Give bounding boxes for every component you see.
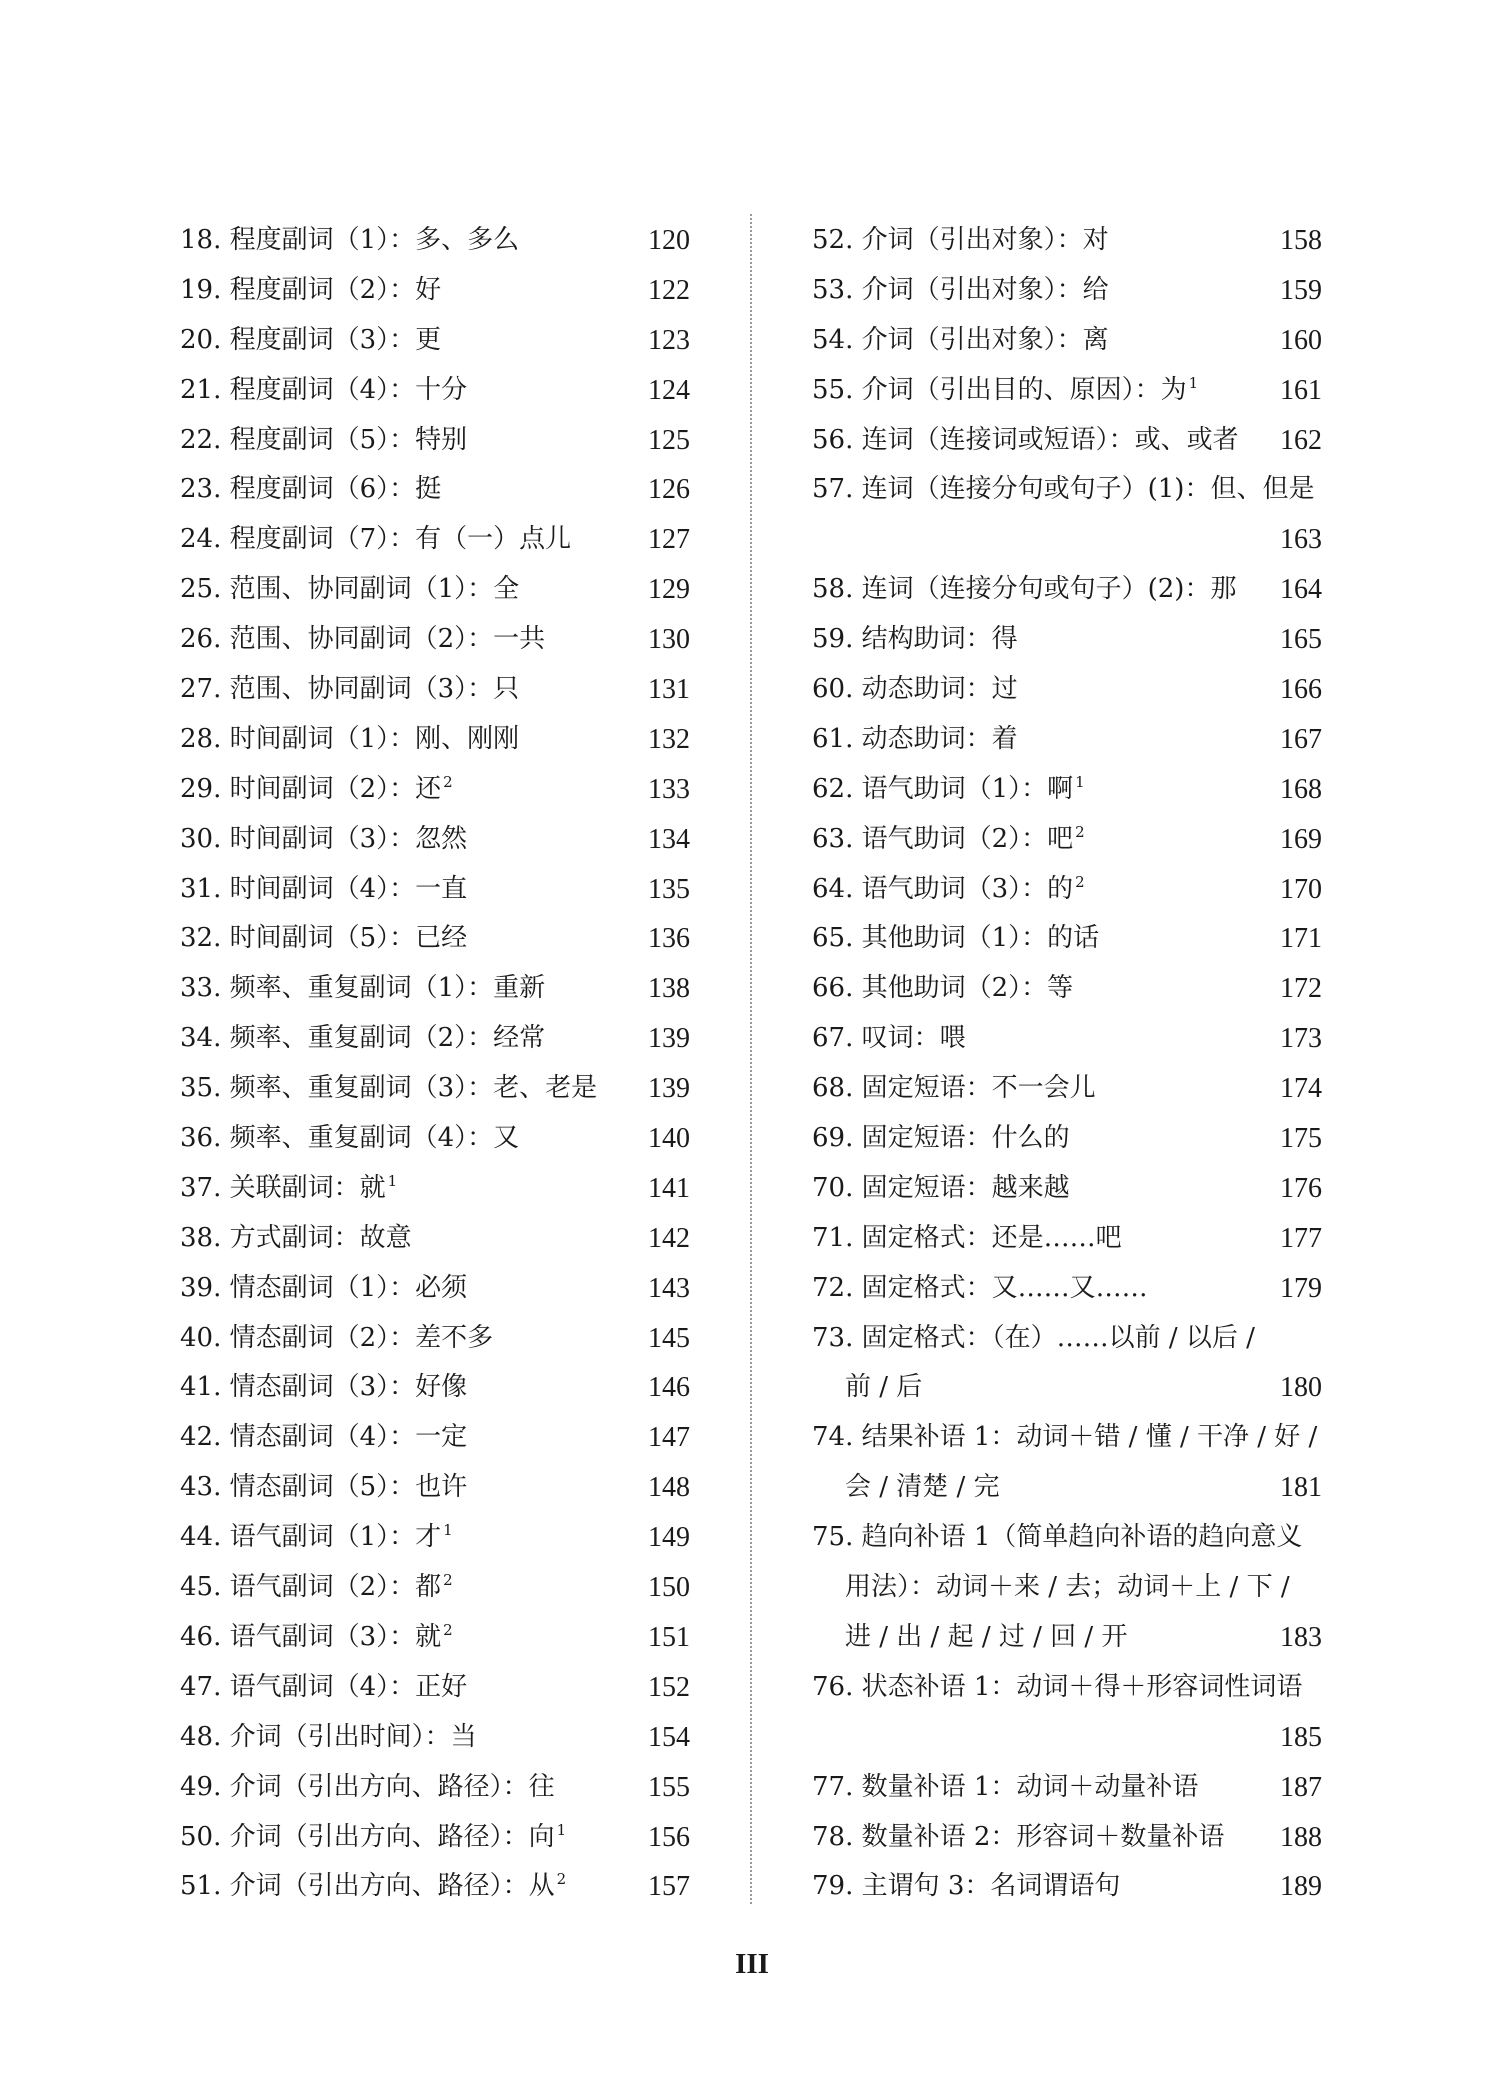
toc-entry-title: 50. 介词（引出方向、路径）：向 $^1$: [180, 1820, 567, 1852]
toc-entry-title: 51. 介词（引出方向、路径）：从 $^2$: [180, 1870, 567, 1902]
toc-entry: [180, 615, 690, 665]
toc-entry-title: 45. 语气副词（2）：都 $^2$: [180, 1571, 453, 1603]
toc-entry: [180, 815, 690, 865]
toc-entry-page: 124: [648, 374, 690, 406]
toc-entry: [180, 366, 690, 416]
superscript: 2: [1075, 872, 1085, 891]
toc-entry-page: 159: [1280, 274, 1322, 306]
toc-entry: [180, 1563, 690, 1613]
toc-entry-page: 129: [648, 574, 690, 606]
toc-entry-page: 156: [648, 1821, 690, 1853]
toc-entry: [180, 465, 690, 515]
toc-entry: [180, 266, 690, 316]
toc-entry-title: 49. 介词（引出方向、路径）：往: [180, 1771, 555, 1802]
toc-entry-page: 123: [648, 324, 690, 356]
toc-entry-title: 65. 其他助词（1）：的话: [812, 923, 1100, 954]
toc-entry-page: 148: [648, 1472, 690, 1504]
toc-entry: [180, 865, 690, 915]
toc-entry-title: 35. 频率、重复副词（3）：老、老是: [180, 1073, 598, 1104]
toc-entry-title: 前 / 后: [845, 1372, 923, 1403]
toc-entry-title: 61. 动态助词：着: [812, 723, 1018, 754]
toc-entry-title: 25. 范围、协同副词（1）：全: [180, 574, 520, 605]
toc-entry: [812, 865, 1322, 915]
toc-entry-title: 59. 结构助词：得: [812, 624, 1018, 655]
superscript: 2: [1075, 822, 1085, 841]
toc-entry: [812, 765, 1322, 815]
toc-entry: [180, 665, 690, 715]
toc-entry-title: 43. 情态副词（5）：也许: [180, 1472, 468, 1503]
toc-entry: [180, 1314, 690, 1364]
toc-entry-page: 138: [648, 973, 690, 1005]
toc-entry: [812, 914, 1322, 964]
toc-entry: [180, 216, 690, 266]
toc-entry-page: 168: [1280, 773, 1322, 805]
toc-entry: [180, 1613, 690, 1663]
toc-entry-page: 139: [648, 1073, 690, 1105]
toc-entry: [180, 1064, 690, 1114]
toc-entry-page: 158: [1280, 225, 1322, 256]
toc-entry-title: 71. 固定格式：还是……吧: [812, 1222, 1122, 1253]
toc-entry-title: 78. 数量补语 2：形容词＋数量补语: [812, 1821, 1225, 1852]
toc-entry-page: 133: [648, 773, 690, 805]
toc-entry: [180, 1663, 690, 1713]
toc-entry-title: 39. 情态副词（1）：必须: [180, 1272, 468, 1303]
toc-entry: [812, 366, 1322, 416]
toc-entry-page: 145: [648, 1322, 690, 1354]
toc-entry: [812, 1713, 1322, 1763]
toc-entry-title: 28. 时间副词（1）：刚、刚刚: [180, 723, 520, 754]
toc-entry-page: 177: [1280, 1222, 1322, 1254]
toc-entry-page: 142: [648, 1222, 690, 1254]
toc-entry-title: 27. 范围、协同副词（3）：只: [180, 674, 520, 705]
toc-entry-title: 31. 时间副词（4）：一直: [180, 873, 468, 904]
toc-entry-page: 179: [1280, 1272, 1322, 1304]
toc-entry-page: 164: [1280, 574, 1322, 606]
toc-entry: [812, 715, 1322, 765]
toc-entry: [812, 1862, 1322, 1912]
toc-entry-title: 75. 趋向补语 1（简单趋向补语的趋向意义: [812, 1522, 1303, 1553]
toc-entry: [812, 1164, 1322, 1214]
toc-entry: [180, 715, 690, 765]
toc-entry: [812, 1463, 1322, 1513]
toc-entry: [812, 1563, 1322, 1613]
toc-entry: [812, 1264, 1322, 1314]
toc-entry-title: 40. 情态副词（2）：差不多: [180, 1322, 494, 1353]
toc-entry-title: 26. 范围、协同副词（2）：一共: [180, 624, 546, 655]
toc-entry-page: 136: [648, 923, 690, 955]
toc-entry-page: 169: [1280, 823, 1322, 855]
toc-entry-page: 172: [1280, 973, 1322, 1005]
toc-entry: [812, 316, 1322, 366]
toc-entry-page: 141: [648, 1172, 690, 1204]
superscript: 1: [1188, 373, 1199, 392]
toc-entry-page: 135: [648, 873, 690, 905]
toc-entry-title: 67. 叹词：喂: [812, 1023, 966, 1054]
toc-entry: [180, 1114, 690, 1164]
toc-entry-title: 24. 程度副词（7）：有（一）点儿: [180, 524, 572, 555]
toc-entry-page: 161: [1280, 374, 1322, 406]
toc-entry-title: 62. 语气助词（1）：啊 $^1$: [812, 772, 1085, 804]
toc-entry: [812, 815, 1322, 865]
toc-entry: [812, 615, 1322, 665]
toc-entry: [812, 1513, 1322, 1563]
toc-entry: [812, 216, 1322, 266]
toc-entry: [180, 565, 690, 615]
toc-entry-page: 150: [648, 1572, 690, 1604]
toc-entry: [812, 1813, 1322, 1863]
toc-entry-page: 183: [1280, 1621, 1322, 1653]
toc-entry-title: 52. 介词（引出对象）：对: [812, 225, 1109, 255]
toc-entry: [812, 416, 1322, 466]
toc-entry-title: 37. 关联副词：就 $^1$: [180, 1171, 398, 1203]
toc-entry-title: 会 / 清楚 / 完: [845, 1472, 1000, 1503]
superscript: 1: [443, 1521, 453, 1540]
toc-entry-title: 68. 固定短语：不一会儿: [812, 1073, 1096, 1104]
toc-entry: [180, 416, 690, 466]
toc-entry-page: 175: [1280, 1123, 1322, 1155]
toc-entry-page: 125: [648, 424, 690, 456]
toc-entry-title: 21. 程度副词（4）：十分: [180, 374, 468, 405]
toc-entry-page: 120: [648, 225, 690, 256]
toc-entry-title: 30. 时间副词（3）：忽然: [180, 823, 468, 854]
toc-entry-title: 34. 频率、重复副词（2）：经常: [180, 1023, 546, 1054]
page-number: III: [735, 1948, 769, 1980]
toc-entry-page: 188: [1280, 1821, 1322, 1853]
toc-entry-page: 146: [648, 1372, 690, 1404]
toc-entry-title: 22. 程度副词（5）：特别: [180, 424, 468, 455]
toc-entry-page: 140: [648, 1123, 690, 1155]
toc-right-column: [812, 216, 1322, 1912]
toc-entry-page: 162: [1280, 424, 1322, 456]
toc-entry-page: 131: [648, 674, 690, 706]
toc-entry: [812, 565, 1322, 615]
toc-entry-title: 64. 语气助词（3）：的 $^2$: [812, 872, 1085, 904]
toc-entry-page: 155: [648, 1771, 690, 1803]
toc-entry: [180, 316, 690, 366]
toc-entry-page: 187: [1280, 1771, 1322, 1803]
toc-entry-title: 42. 情态副词（4）：一定: [180, 1422, 468, 1453]
toc-entry: [180, 1513, 690, 1563]
toc-entry-page: 189: [1280, 1871, 1322, 1903]
toc-entry-title: 60. 动态助词：过: [812, 674, 1018, 705]
superscript: 1: [387, 1171, 398, 1190]
toc-entry: [180, 515, 690, 565]
toc-entry-title: 66. 其他助词（2）：等: [812, 973, 1074, 1004]
toc-entry-page: 154: [648, 1721, 690, 1753]
toc-entry-title: 74. 结果补语 1：动词＋错 / 懂 / 干净 / 好 /: [812, 1422, 1318, 1453]
toc-entry: [180, 1813, 690, 1863]
toc-entry-page: 181: [1280, 1472, 1322, 1504]
toc-entry-page: 127: [648, 524, 690, 556]
toc-entry-title: 47. 语气副词（4）：正好: [180, 1671, 468, 1702]
toc-entry-title: 77. 数量补语 1：动词＋动量补语: [812, 1771, 1199, 1802]
toc-entry-page: 122: [648, 274, 690, 306]
toc-entry: [180, 1862, 690, 1912]
toc-entry-page: 160: [1280, 324, 1322, 356]
toc-entry-page: 132: [648, 723, 690, 755]
toc-entry-title: 41. 情态副词（3）：好像: [180, 1372, 468, 1403]
toc-entry-title: 29. 时间副词（2）：还 $^2$: [180, 772, 453, 804]
toc-entry-page: 149: [648, 1522, 690, 1554]
toc-entry-page: 151: [648, 1621, 690, 1653]
toc-entry-title: 70. 固定短语：越来越: [812, 1172, 1070, 1203]
toc-entry: [812, 1413, 1322, 1463]
toc-entry-title: 79. 主谓句 3：名词谓语句: [812, 1871, 1121, 1902]
toc-entry-title: 32. 时间副词（5）：已经: [180, 923, 468, 954]
superscript: 1: [1075, 772, 1085, 791]
toc-entry-title: 57. 连词（连接分句或句子）(1)：但、但是: [812, 474, 1315, 505]
toc-entry: [812, 1763, 1322, 1813]
toc-entry-title: 18. 程度副词（1）：多、多么: [180, 225, 520, 255]
toc-entry: [180, 1214, 690, 1264]
toc-entry: [180, 765, 690, 815]
toc-entry-title: 进 / 出 / 起 / 过 / 回 / 开: [845, 1621, 1128, 1652]
toc-entry: [812, 1363, 1322, 1413]
toc-entry-title: 48. 介词（引出时间）：当: [180, 1721, 477, 1752]
toc-entry-page: 185: [1280, 1721, 1322, 1753]
toc-entry: [812, 1663, 1322, 1713]
toc-entry-page: 166: [1280, 674, 1322, 706]
toc-entry-page: 176: [1280, 1172, 1322, 1204]
toc-entry: [812, 1214, 1322, 1264]
toc-entry: [180, 1363, 690, 1413]
toc-entry-title: 58. 连词（连接分句或句子）(2)：那: [812, 574, 1237, 605]
toc-entry: [812, 1114, 1322, 1164]
toc-entry: [180, 1713, 690, 1763]
toc-entry-title: 53. 介词（引出对象）：给: [812, 274, 1109, 305]
toc-entry-title: 用法）：动词＋来 / 去；动词＋上 / 下 /: [845, 1572, 1290, 1603]
toc-entry-page: 126: [648, 474, 690, 506]
toc-entry: [180, 1164, 690, 1214]
toc-entry-page: 143: [648, 1272, 690, 1304]
toc-entry-page: 173: [1280, 1023, 1322, 1055]
toc-entry-title: 20. 程度副词（3）：更: [180, 324, 442, 355]
toc-entry-page: 157: [648, 1871, 690, 1903]
toc-entry-title: 44. 语气副词（1）：才 $^1$: [180, 1521, 453, 1553]
toc-entry: [812, 1064, 1322, 1114]
toc-entry-title: 23. 程度副词（6）：挺: [180, 474, 442, 505]
toc-entry-title: 33. 频率、重复副词（1）：重新: [180, 973, 546, 1004]
toc-entry-title: 72. 固定格式：又……又……: [812, 1272, 1148, 1303]
toc-entry-page: 134: [648, 823, 690, 855]
column-divider: [750, 214, 752, 1904]
toc-entry-page: 130: [648, 624, 690, 656]
toc-entry-title: 56. 连词（连接词或短语）：或、或者: [812, 424, 1239, 455]
toc-entry-title: 69. 固定短语：什么的: [812, 1123, 1070, 1154]
toc-entry-page: 180: [1280, 1372, 1322, 1404]
toc-entry-title: 76. 状态补语 1：动词＋得＋形容词性词语: [812, 1671, 1303, 1702]
toc-entry: [180, 1763, 690, 1813]
toc-entry: [180, 1014, 690, 1064]
toc-entry: [812, 1014, 1322, 1064]
toc-left-column: [180, 216, 690, 1912]
superscript: 1: [556, 1820, 567, 1839]
toc-entry: [812, 665, 1322, 715]
toc-entry-title: 36. 频率、重复副词（4）：又: [180, 1123, 520, 1154]
toc-entry-page: 174: [1280, 1073, 1322, 1105]
superscript: 2: [443, 1620, 453, 1639]
toc-entry: [180, 1463, 690, 1513]
toc-entry: [180, 964, 690, 1014]
toc-entry-page: 167: [1280, 723, 1322, 755]
toc-entry-title: 19. 程度副词（2）：好: [180, 274, 442, 305]
toc-entry-page: 163: [1280, 524, 1322, 556]
toc-entry-page: 147: [648, 1422, 690, 1454]
toc-entry: [812, 515, 1322, 565]
toc-entry-title: 55. 介词（引出目的、原因）：为 $^1$: [812, 373, 1199, 405]
toc-entry-title: 46. 语气副词（3）：就 $^2$: [180, 1620, 453, 1652]
toc-entry-title: 54. 介词（引出对象）：离: [812, 324, 1109, 355]
toc-entry: [812, 266, 1322, 316]
toc-entry-page: 152: [648, 1671, 690, 1703]
toc-entry: [812, 465, 1322, 515]
toc-entry: [180, 1413, 690, 1463]
toc-entry-title: 63. 语气助词（2）：吧 $^2$: [812, 822, 1085, 854]
toc-entry: [180, 1264, 690, 1314]
toc-entry: [180, 914, 690, 964]
superscript: 2: [443, 772, 453, 791]
toc-entry-title: 38. 方式副词：故意: [180, 1222, 412, 1253]
toc-entry: [812, 964, 1322, 1014]
toc-entry-title: 73. 固定格式：（在）……以前 / 以后 /: [812, 1322, 1255, 1353]
toc-entry: [812, 1314, 1322, 1364]
toc-entry-page: 165: [1280, 624, 1322, 656]
toc-entry-page: 171: [1280, 923, 1322, 955]
toc-entry: [812, 1613, 1322, 1663]
toc-entry-page: 139: [648, 1023, 690, 1055]
superscript: 2: [556, 1870, 567, 1889]
superscript: 2: [443, 1571, 453, 1590]
toc-entry-page: 170: [1280, 873, 1322, 905]
